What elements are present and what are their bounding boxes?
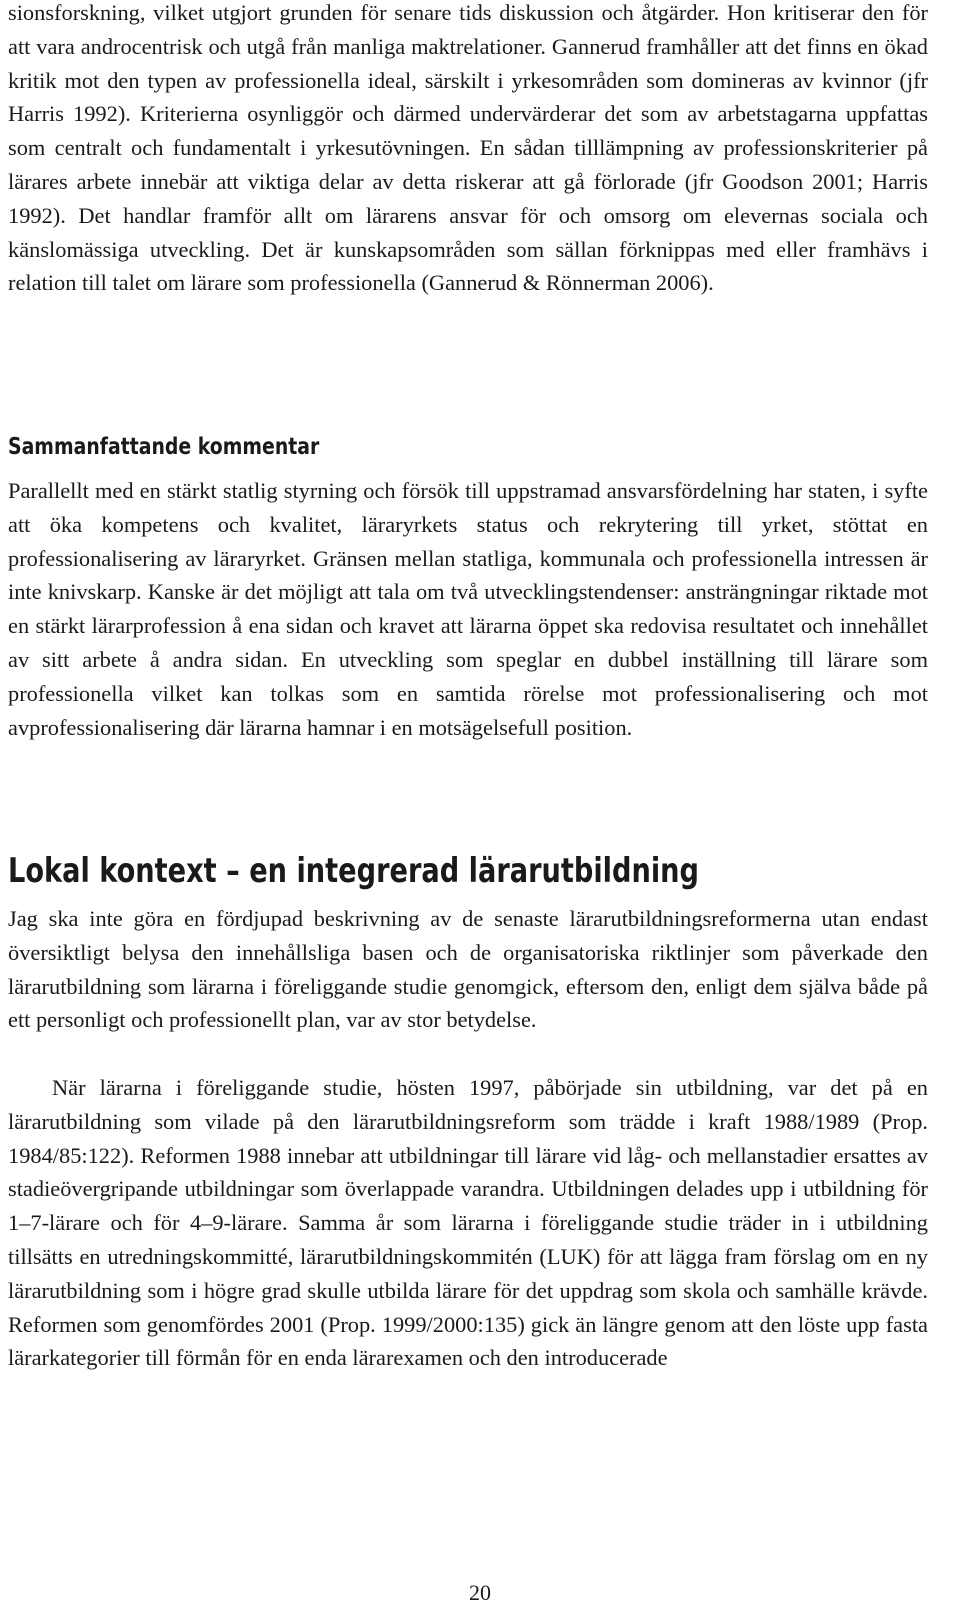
subheading-summary: Sammanfattande kommentar — [8, 434, 320, 460]
page-number: 20 — [469, 1580, 491, 1605]
body-paragraph: Parallellt med en stärkt statlig styrning och försök till uppstramad ansvarsfördelning har staten, i syfte att öka kompetens och kvalitet, läraryrkets status och rekrytering till yrket, stöttat en professionalisering av läraryrket. Gränsen mellan statliga, kommunala och professionella intressen är inte knivskarp. Kanske är det möjligt att tala om två utvecklingstendenser: ansträngningar riktade mot en stärkt lärarprofession å ena sidan och kravet att lärarna öppet ska redovisa resultatet och innehållet av sitt arbete å andra sidan. En utveckling som speglar en dubbel inställning till lärare som professionella vilket kan tolkas som en samtida rörelse mot professionalisering och mot avprofessionalisering där lärarna hamnar i en motsägelsefull position. — [8, 478, 928, 740]
section-heading: Lokal kontext – en integrerad lärarutbildning — [8, 851, 699, 891]
body-paragraph: sionsforskning, vilket utgjort grunden för senare tids diskussion och åtgärder. Hon kritiserar den för att vara androcentrisk och utgå från manliga maktrelationer. Gannerud framhåller att det finns en ökad kritik mot den typen av professionella ideal, särskilt i yrkesområden som domineras av kvinnor (jfr Harris 1992). Kriterierna osynliggör och därmed undervärderar det som av arbetstagarna uppfattas som centralt och fundamentalt i yrkesutövningen. En sådan tilllämpning av professionskriterier på lärares arbete innebär att viktiga delar av detta riskerar att gå förlorade (jfr Goodson 2001; Harris 1992). Det handlar framför allt om lärarens ansvar för och omsorg om elevernas sociala och känslomässiga utveckling. Det är kunskapsområden som sällan förknippas med eller framhävs i relation till talet om lärare som professionella (Gannerud & Rönnerman 2006). — [8, 0, 928, 296]
body-paragraph: När lärarna i föreliggande studie, hösten 1997, påbörjade sin utbildning, var det på en lärarutbildning som vilade på den lärarutbildningsreform som trädde i kraft 1988/1989 (Prop. 1984/85:122). Reformen 1988 innebar att utbildningar till lärare vid låg- och mellanstadier ersattes av stadieövergripande utbildningar som överlappade varandra. Utbildningen delades upp i utbildning för 1–7-lärare och för 4–9-lärare. Samma år som lärarna i föreliggande studie träder in i utbildning tillsätts en utredningskommitté, lärarutbildningskommitén (LUK) för att lägga fram förslag om en ny lärarutbildning som i högre grad skulle utbilda lärare för det uppdrag som skola och samhälle krävde. Reformen som genomfördes 2001 (Prop. 1999/2000:135) gick än längre genom att den löste upp fasta lärarkategorier till förmån för en enda lärarexamen och den introducerade — [8, 1075, 928, 1371]
body-paragraph: Jag ska inte göra en fördjupad beskrivning av de senaste lärarutbildningsreformerna utan endast översiktligt belysa den innehållsliga basen och de organisatoriska riktlinjer som påverkade den lärarutbildning som lärarna i föreliggande studie genomgick, eftersom den, enligt dem själva både på ett personligt och professionellt plan, var av stor betydelse. — [8, 906, 928, 1033]
